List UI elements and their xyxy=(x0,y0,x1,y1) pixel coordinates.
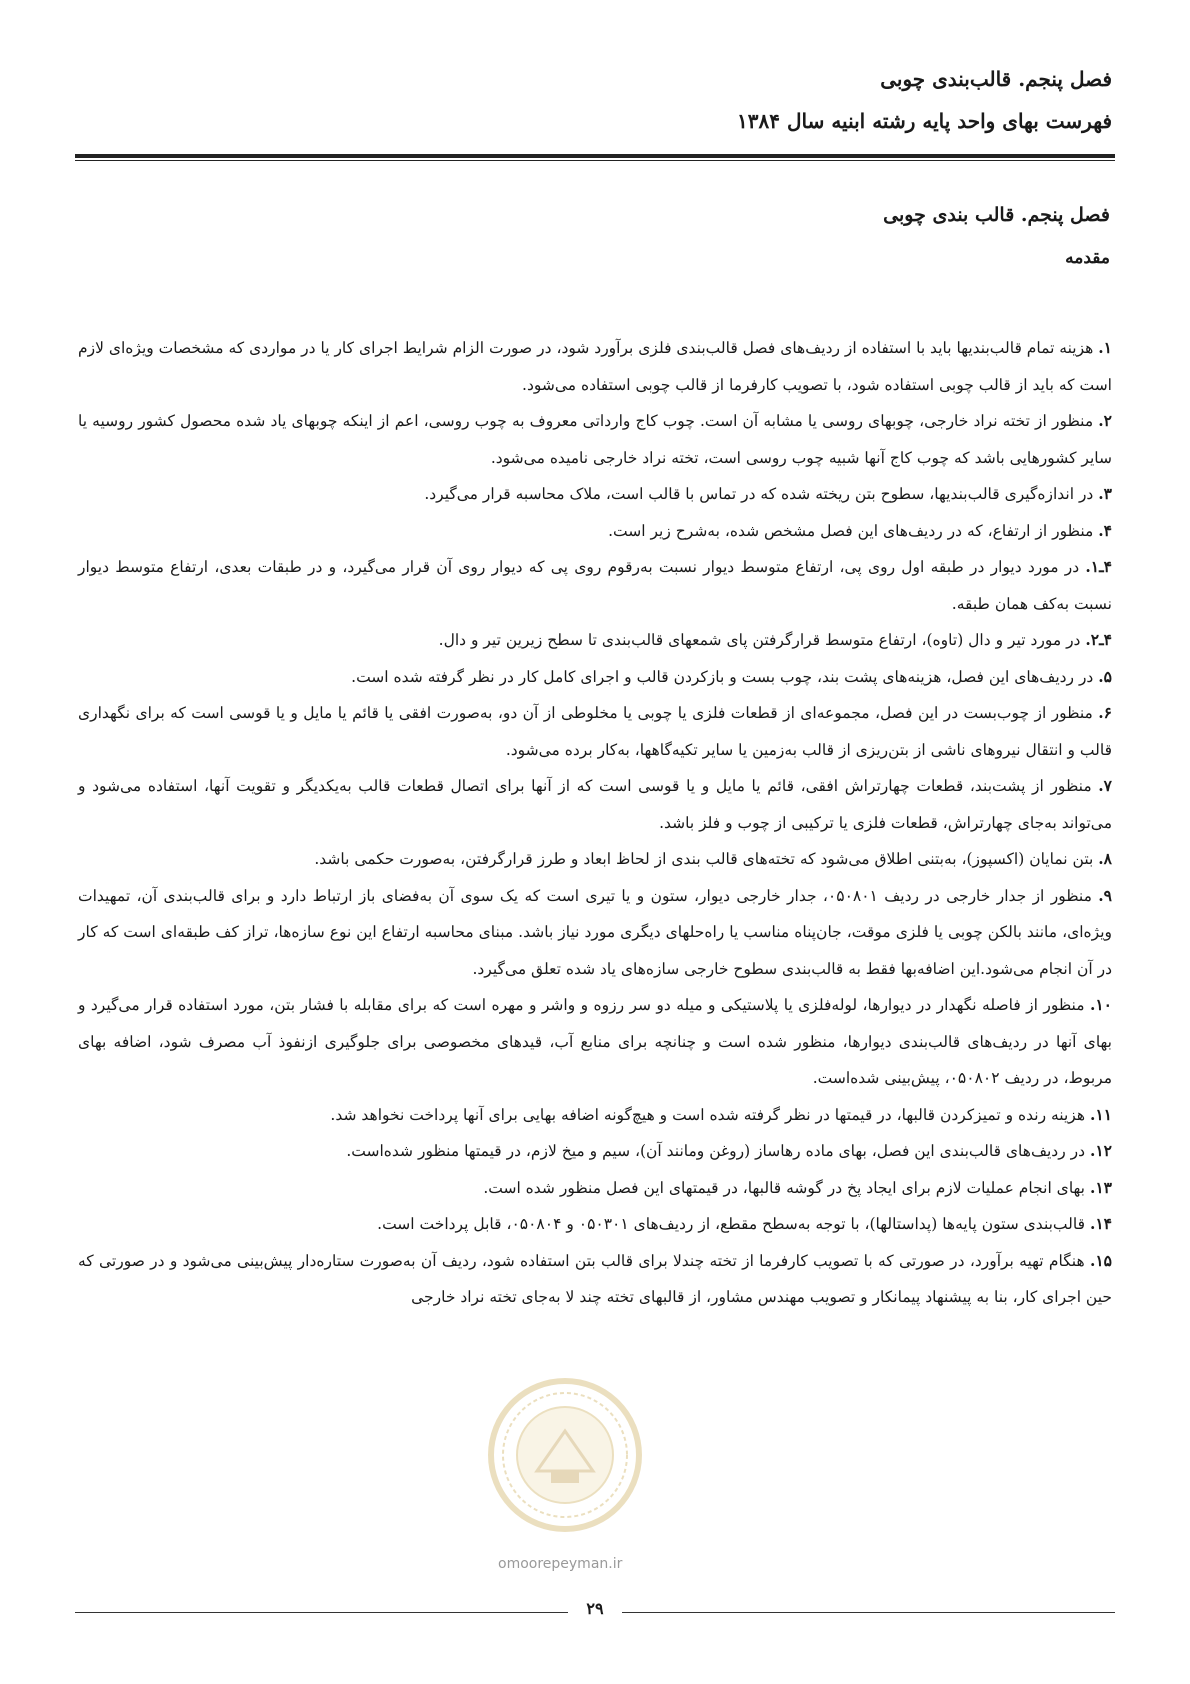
paragraph-text: هزینه رنده و تمیزکردن قالبها، در قیمتها در نظر گرفته شده است و هیچ‌گونه اضافه بهایی برای آنها پرداخت نخواهد شد. xyxy=(330,1105,1090,1124)
header-catalog: فهرست بهای واحد پایه رشته ابنیه سال ۱۳۸۴ xyxy=(737,109,1112,133)
paragraph xyxy=(78,476,1112,513)
paragraph-number: ۹. xyxy=(1098,885,1112,905)
intro-heading: مقدمه xyxy=(1065,248,1110,268)
paragraph xyxy=(78,878,1112,988)
body-text xyxy=(78,330,1112,1316)
paragraph xyxy=(78,987,1112,1097)
paragraph-text: قالب‌بندی ستون پایه‌ها (پداستالها)، با توجه به‌سطح مقطع، از ردیف‌های ۰۵۰۳۰۱ و ۰۵۰۸۰۴، قابل پرداخت است. xyxy=(377,1215,1090,1233)
paragraph-number: ۱۴. xyxy=(1089,1214,1112,1233)
chapter-title: فصل پنجم. قالب بندی چوبی xyxy=(883,204,1110,226)
paragraph-number: ۲. xyxy=(1098,411,1112,430)
paragraph-text: در مورد تیر و دال (تاوه)، ارتفاع متوسط قرارگرفتن پای شمعهای قالب‌بندی تا سطح زیرین تیر و دال. xyxy=(438,631,1086,649)
watermark-seal-icon xyxy=(485,1375,645,1535)
paragraph-text: در ردیف‌های قالب‌بندی این فصل، بهای ماده رهاساز (روغن ومانند آن)، سیم و میخ لازم، در قیمتها منظور شده‌است. xyxy=(346,1142,1090,1160)
page-number: ۲۹ xyxy=(586,1599,604,1618)
footer-rule-right xyxy=(622,1612,1115,1613)
paragraph-text: منظور از چوب‌بست در این فصل، مجموعه‌ای از قطعات فلزی یا چوبی یا مخلوطی از آن دو، به‌صورت افقی یا قائم یا مایل و یا قوسی است که برای نگهداری قالب و انتقال نیروهای ناشی از بتن‌ریزی از قالب به‌زمین یا سایر تکیه‌گاهها، به‌کار برده می‌شود. xyxy=(78,704,1112,759)
header-rule-thick xyxy=(75,154,1115,158)
paragraph-number: ۸. xyxy=(1098,849,1112,868)
paragraph-text: منظور از ارتفاع، که در ردیف‌های این فصل مشخص شده، به‌شرح زیر است. xyxy=(608,521,1099,540)
paragraph xyxy=(78,841,1112,878)
paragraph xyxy=(78,1170,1112,1207)
paragraph xyxy=(78,659,1112,696)
paragraph-number: ۴ـ۱. xyxy=(1085,557,1112,576)
paragraph-number: ۶. xyxy=(1098,703,1112,722)
paragraph xyxy=(78,1097,1112,1134)
paragraph-number: ۵. xyxy=(1098,666,1112,686)
paragraph-number: ۱۵. xyxy=(1089,1250,1112,1270)
paragraph xyxy=(78,330,1112,403)
header-rule-thin xyxy=(75,160,1115,161)
paragraph-number: ۱. xyxy=(1098,338,1112,357)
paragraph xyxy=(78,622,1112,659)
paragraph-text: هنگام تهیه برآورد، در صورتی که با تصویب کارفرما از تخته چندلا برای قالب بتن استفاده شود، ردیف آن به‌صورت ستاره‌دار پیش‌بینی می‌شود و در صورتی که حین اجرای کار، بنا به پیشنهاد پیمانکار و تصویب مهندس مشاور، از قالبهای تخته چند لا به‌جای تخته نراد خارجی xyxy=(78,1251,1112,1306)
paragraph-number: ۱۱. xyxy=(1089,1104,1112,1124)
paragraph-text: در اندازه‌گیری قالب‌بندیها، سطوح بتن ریخته شده که در تماس با قالب است، ملاک محاسبه قرار می‌گیرد. xyxy=(424,485,1099,503)
paragraph-text: هزینه تمام قالب‌بندیها باید با استفاده از ردیف‌های فصل قالب‌بندی فلزی برآورد شود، در صورت الزام شرایط اجرای کار یا در مواردی که مشخصات ویژه‌ای لازم است که باید از قالب چوبی استفاده شود، با تصویب کارفرما از قالب چوبی استفاده می‌شود. xyxy=(77,339,1112,394)
paragraph-number: ۴ـ۲. xyxy=(1085,630,1112,649)
paragraph-text: منظور از فاصله نگهدار در دیوارها، لوله‌فلزی یا پلاستیکی و میله دو سر رزوه و واشر و مهره است که برای مقابله با فشار بتن، مورد استفاده قرار می‌گیرد و بهای آنها در ردیف‌های قالب‌بندی دیوارها، منظور شده است و چنانچه برای منابع آب، قیدهای مخصوصی برای جلوگیری ازنفوذ آب مصرف شود، اضافه بهای مربوط، در ردیف ۰۵۰۸۰۲، پیش‌بینی شده‌است. xyxy=(78,996,1112,1087)
paragraph-number: ۷. xyxy=(1098,776,1112,795)
paragraph-number: ۱۲. xyxy=(1089,1141,1112,1160)
paragraph-text: منظور از پشت‌بند، قطعات چهارتراش افقی، قائم یا مایل و یا قوسی است که از آنها برای اتصال قطعات قالب به‌یکدیگر و تقویت آنها، استفاده می‌شود و می‌تواند به‌جای چهارتراش، قطعات فلزی یا ترکیبی از چوب و فلز باشد. xyxy=(78,777,1112,832)
paragraph-text: در مورد دیوار در طبقه اول روی پی، ارتفاع متوسط دیوار نسبت به‌رقوم روی پی که دیوار روی آن قرار می‌گیرد، و در طبقات بعدی، ارتفاع متوسط دیوار نسبت به‌کف همان طبقه. xyxy=(78,558,1112,613)
paragraph xyxy=(78,1243,1112,1316)
paragraph xyxy=(78,403,1112,476)
page-header xyxy=(72,58,1112,142)
paragraph-text: بهای انجام عملیات لازم برای ایجاد پخ در گوشه قالبها، در قیمتهای این فصل منظور شده است. xyxy=(483,1178,1090,1197)
paragraph xyxy=(78,513,1112,550)
paragraph xyxy=(78,1133,1112,1170)
paragraph-number: ۳. xyxy=(1098,484,1112,503)
paragraph-text: منظور از جدار خارجی در ردیف ۰۵۰۸۰۱، جدار خارجی دیوار، ستون و یا تیری است که یک سوی آن به‌فضای باز ارتباط دارد و برای قالب‌بندی آن، تمهیدات ویژه‌ای، مانند بالکن چوبی یا فلزی موقت، جان‌پناه مناسب یا راه‌حلهای دیگری مورد نیاز باشد. مبنای محاسبه ارتفاع این نوع سازه‌ها، تراز کف طبقه‌ای است که کار در آن انجام می‌شود.این اضافه‌بها فقط به قالب‌بندی سطوح خارجی سازه‌های یاد شده تعلق می‌گیرد. xyxy=(78,886,1112,978)
paragraph-text: بتن نمایان (اکسپوز)، به‌بتنی اطلاق می‌شود که تخته‌های قالب بندی از لحاظ ابعاد و طرز قرارگرفتن، به‌صورت حکمی باشد. xyxy=(314,850,1099,868)
header-chapter: فصل پنجم. قالب‌بندی چوبی xyxy=(880,67,1112,91)
paragraph-text: منظور از تخته نراد خارجی، چوبهای روسی یا مشابه آن است. چوب کاج وارداتی معروف به چوب روسی، اعم از اینکه چوبهای یاد شده محصول کشور روسیه یا سایر کشورهایی باشد که چوب کاج آنها شبیه چوب روسی است، تخته نراد خارجی نامیده می‌شود. xyxy=(78,412,1112,467)
paragraph-number: ۱۰. xyxy=(1089,995,1112,1014)
paragraph xyxy=(78,695,1112,768)
paragraph-number: ۴. xyxy=(1098,520,1112,540)
paragraph xyxy=(78,768,1112,841)
footer-rule-left xyxy=(75,1612,568,1613)
paragraph xyxy=(78,1206,1112,1243)
paragraph-text: در ردیف‌های این فصل، هزینه‌های پشت بند، چوب بست و بازکردن قالب و اجرای کامل کار در نظر گرفته شده است. xyxy=(351,667,1099,686)
paragraph xyxy=(78,549,1112,622)
watermark-url: omoorepeyman.ir xyxy=(498,1556,623,1572)
paragraph-number: ۱۳. xyxy=(1089,1177,1112,1197)
